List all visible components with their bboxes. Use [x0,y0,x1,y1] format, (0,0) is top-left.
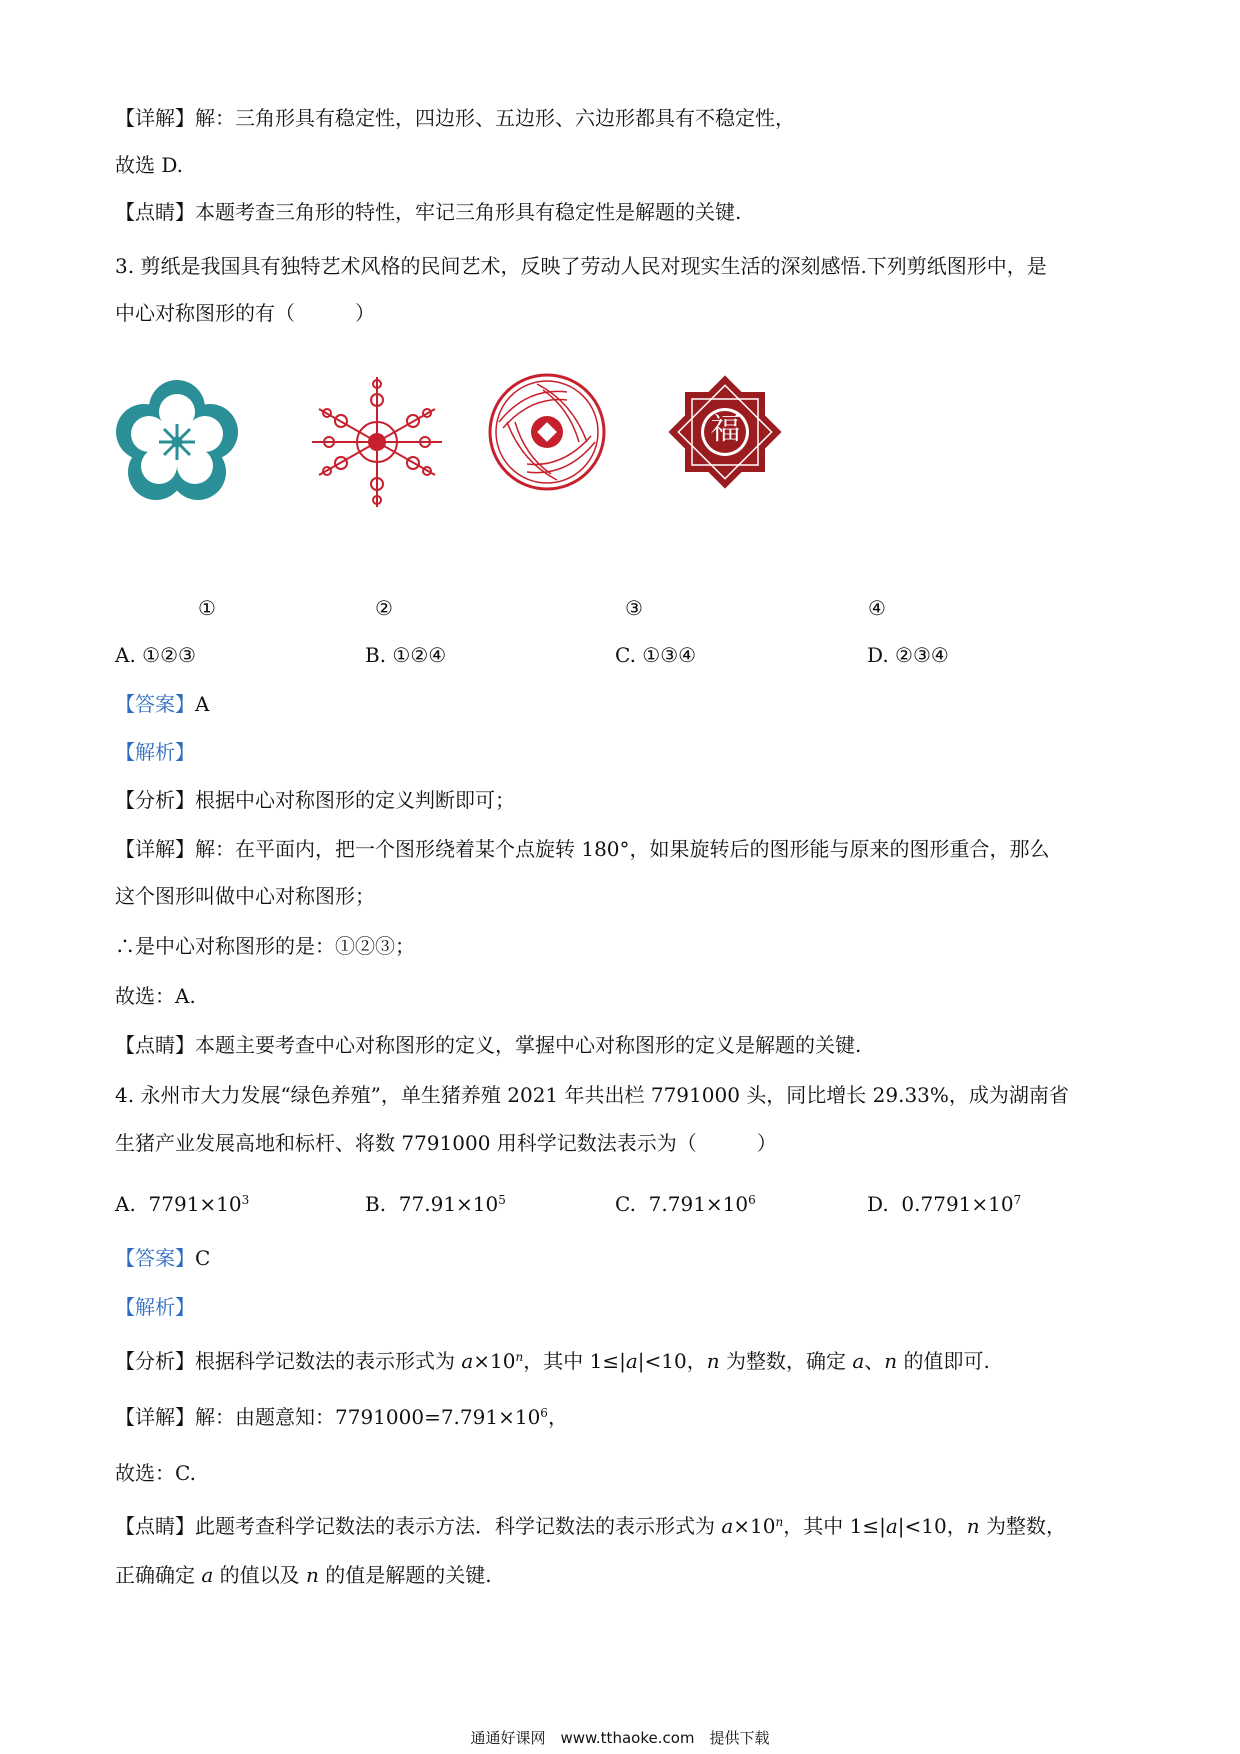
answer-value: C [195,1246,211,1270]
choice-line: 故选 D. [115,153,184,177]
answer-tag: 【答案】 [115,1246,195,1270]
option-a: A. ①②③ [115,643,196,667]
page-footer: 通通好课网 www.tthaoke.com 提供下载 [470,1729,770,1747]
snowflake-figure [310,370,445,515]
comment-line-2: 正确确定 a 的值以及 n 的值是解题的关键. [115,1563,492,1587]
analysis-line: 【分析】根据中心对称图形的定义判断即可； [115,788,515,812]
solution-line: 【详解】解：三角形具有稳定性，四边形、五边形、六边形都具有不稳定性， [115,106,795,130]
question-3-line-2: 中心对称图形的有（ ） [115,301,375,325]
choice-line: 故选：C. [115,1461,196,1485]
option-a: A. $7791\times 10^3$ [115,1192,250,1216]
option-c: C. ①③④ [615,643,697,667]
comment-line: 【点睛】本题考查三角形的特性，牢记三角形具有稳定性是解题的关键. [115,200,742,224]
analysis-tag: 【解析】 [115,1295,195,1319]
comment-line: 【点睛】本题主要考查中心对称图形的定义，掌握中心对称图形的定义是解题的关键. [115,1033,862,1057]
answer-line [115,690,1130,718]
option-c: C. $7.791\times 10^6$ [615,1192,756,1216]
figure-label-3: ③ [625,596,643,620]
option-d: D. ②③④ [867,643,949,667]
figure-label-2: ② [375,596,393,620]
fu-character: 福 [710,412,741,447]
question-3-line-1: 3. 剪纸是我国具有独特艺术风格的民间艺术，反映了劳动人民对现实生活的深刻感悟.下列剪纸图形中，是 [115,254,1047,278]
answer-value: A [195,692,210,716]
choice-line: 故选：A. [115,984,196,1008]
answer-tag: 【答案】 [115,692,195,716]
detail-line: 【详解】解：由题意知：$7791000=7.791\times 10^6$， [115,1405,568,1429]
detail-line-2: 这个图形叫做中心对称图形； [115,884,375,908]
comment-line-1: 【点睛】此题考查科学记数法的表示方法．科学记数法的表示形式为 $a\times 10^n$，其中 1≤|a|<10，n 为整数， [115,1514,1066,1538]
question-4-line-2: 生猪产业发展高地和标杆、将数 7791000 用科学记数法表示为（ ） [115,1131,777,1155]
option-b: B. ①②④ [365,643,447,667]
figure-label-1: ① [198,596,216,620]
therefore-line: ∴是中心对称图形的是：①②③； [115,934,415,958]
wave-circle-figure [487,372,607,492]
plum-blossom-figure [115,380,240,505]
figure-label-4: ④ [868,596,886,620]
answer-line [115,1244,1130,1272]
question-4-line-1: 4. 永州市大力发展“绿色养殖”，单生猪养殖 2021 年共出栏 7791000 头，同比增长 29.33%，成为湖南省 [115,1083,1069,1107]
detail-line-1: 【详解】解：在平面内，把一个图形绕着某个点旋转 180°，如果旋转后的图形能与原来的图形重合，那么 [115,837,1050,861]
option-b: B. $77.91\times 10^5$ [365,1192,506,1216]
option-d: D. $0.7791\times 10^7$ [867,1192,1022,1216]
analysis-tag: 【解析】 [115,740,195,764]
analysis-line: 【分析】根据科学记数法的表示形式为 $a\times 10^n$，其中 1≤|a|<10，n 为整数，确定 a、n 的值即可. [115,1349,990,1373]
paper-cut-figures [115,380,915,510]
